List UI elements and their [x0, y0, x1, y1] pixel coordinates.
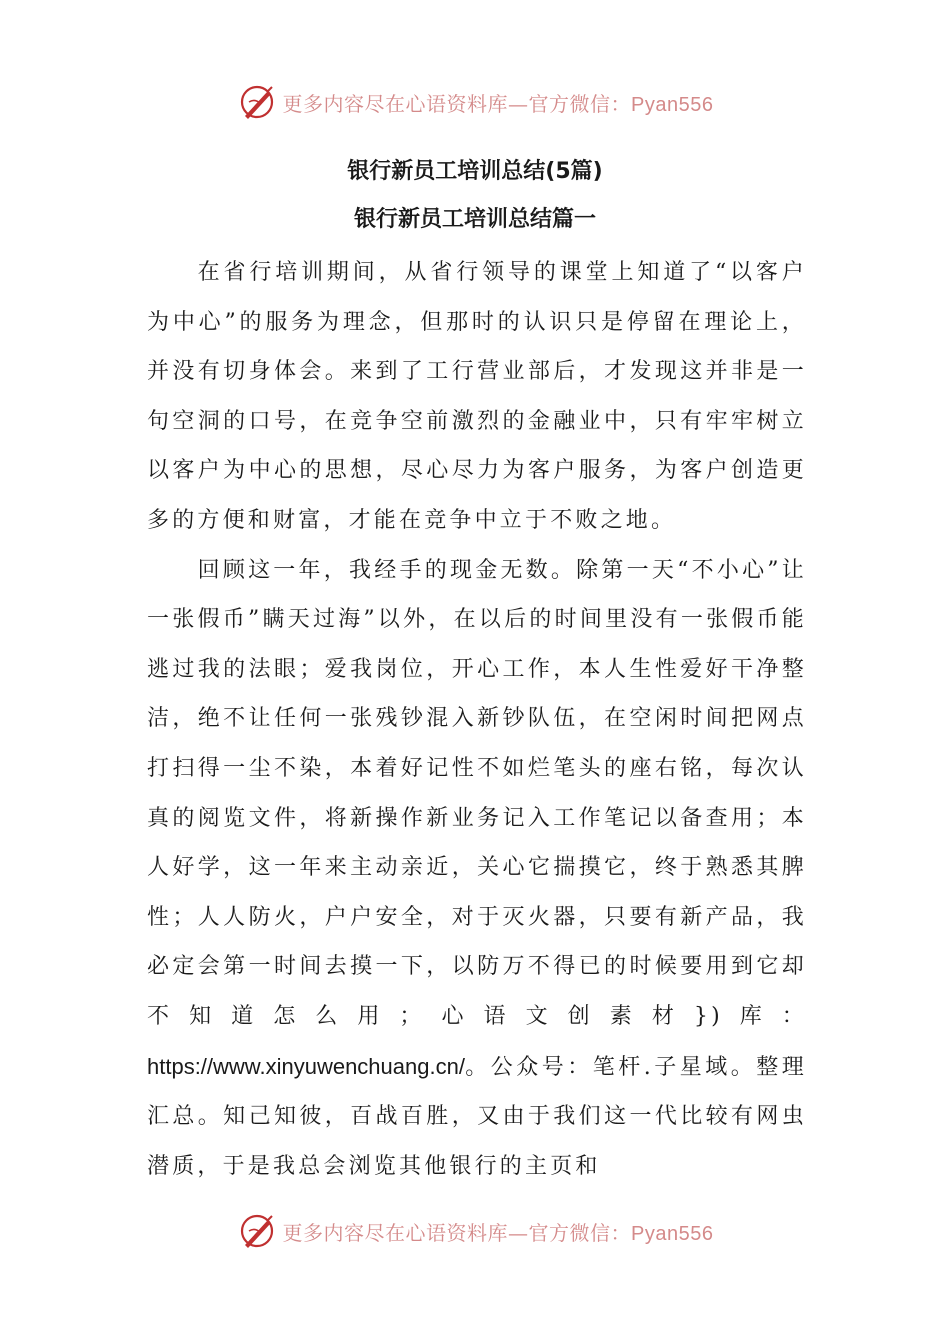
- watermark-text: 更多内容尽在心语资料库—官方微信：Pyan556: [282, 91, 714, 116]
- pen-logo-icon: [237, 1211, 277, 1251]
- section-heading: 银行新员工培训总结篇一: [353, 207, 596, 232]
- document-body: [147, 248, 807, 1191]
- pen-logo-icon: [237, 82, 277, 122]
- website-url: https://www.xinyuwenchuang.cn/: [147, 1053, 465, 1079]
- watermark-text: 更多内容尽在心语资料库—官方微信：Pyan556: [282, 1220, 714, 1245]
- paragraph: 在省行培训期间，从省行领导的课堂上知道了“以客户为中心”的服务为理念，但那时的认识只是停留在理论上，并没有切身体会。来到了工行营业部后，才发现这并非是一句空洞的口号，在竞争空前激烈的金融业中，只有牢牢树立以客户为中心的思想，尽心尽力为客户服务，为客户创造更多的方便和财富，才能在竞争中立于不败之地。: [147, 260, 807, 533]
- paragraph: 回顾这一年，我经手的现金无数。除第一天“不小心”让一张假币”瞒天过海”以外，在以后的时间里没有一张假币能逃过我的法眼；爱我岗位，开心工作，本人生性爱好干净整洁，绝不让任何一张残钞混入新钞队伍，在空闲时间把网点打扫得一尘不染，本着好记性不如烂笔头的座右铭，每次认真的阅览文件，将新操作新业务记入工作笔记以备查用；本人好学，这一年来主动亲近，关心它揣摸它，终于熟悉其脾性；人人防火，户户安全，对于灭火器，只要有新产品，我必定会第一时间去摸一下，以防万不得已的时候要用到它却不知道怎么用；心语文创素材})库：https://www.xinyuwenchuang.cn/。公众号：笔杆.子星域。整理汇总。知己知彼，百战百胜，又由于我们这一代比较有网虫潜质，于是我总会浏览其他银行的主页和: [147, 557, 807, 1179]
- watermark-footer: [0, 1209, 950, 1253]
- watermark-header: [0, 80, 950, 124]
- document-title: 银行新员工培训总结(5篇): [347, 159, 603, 184]
